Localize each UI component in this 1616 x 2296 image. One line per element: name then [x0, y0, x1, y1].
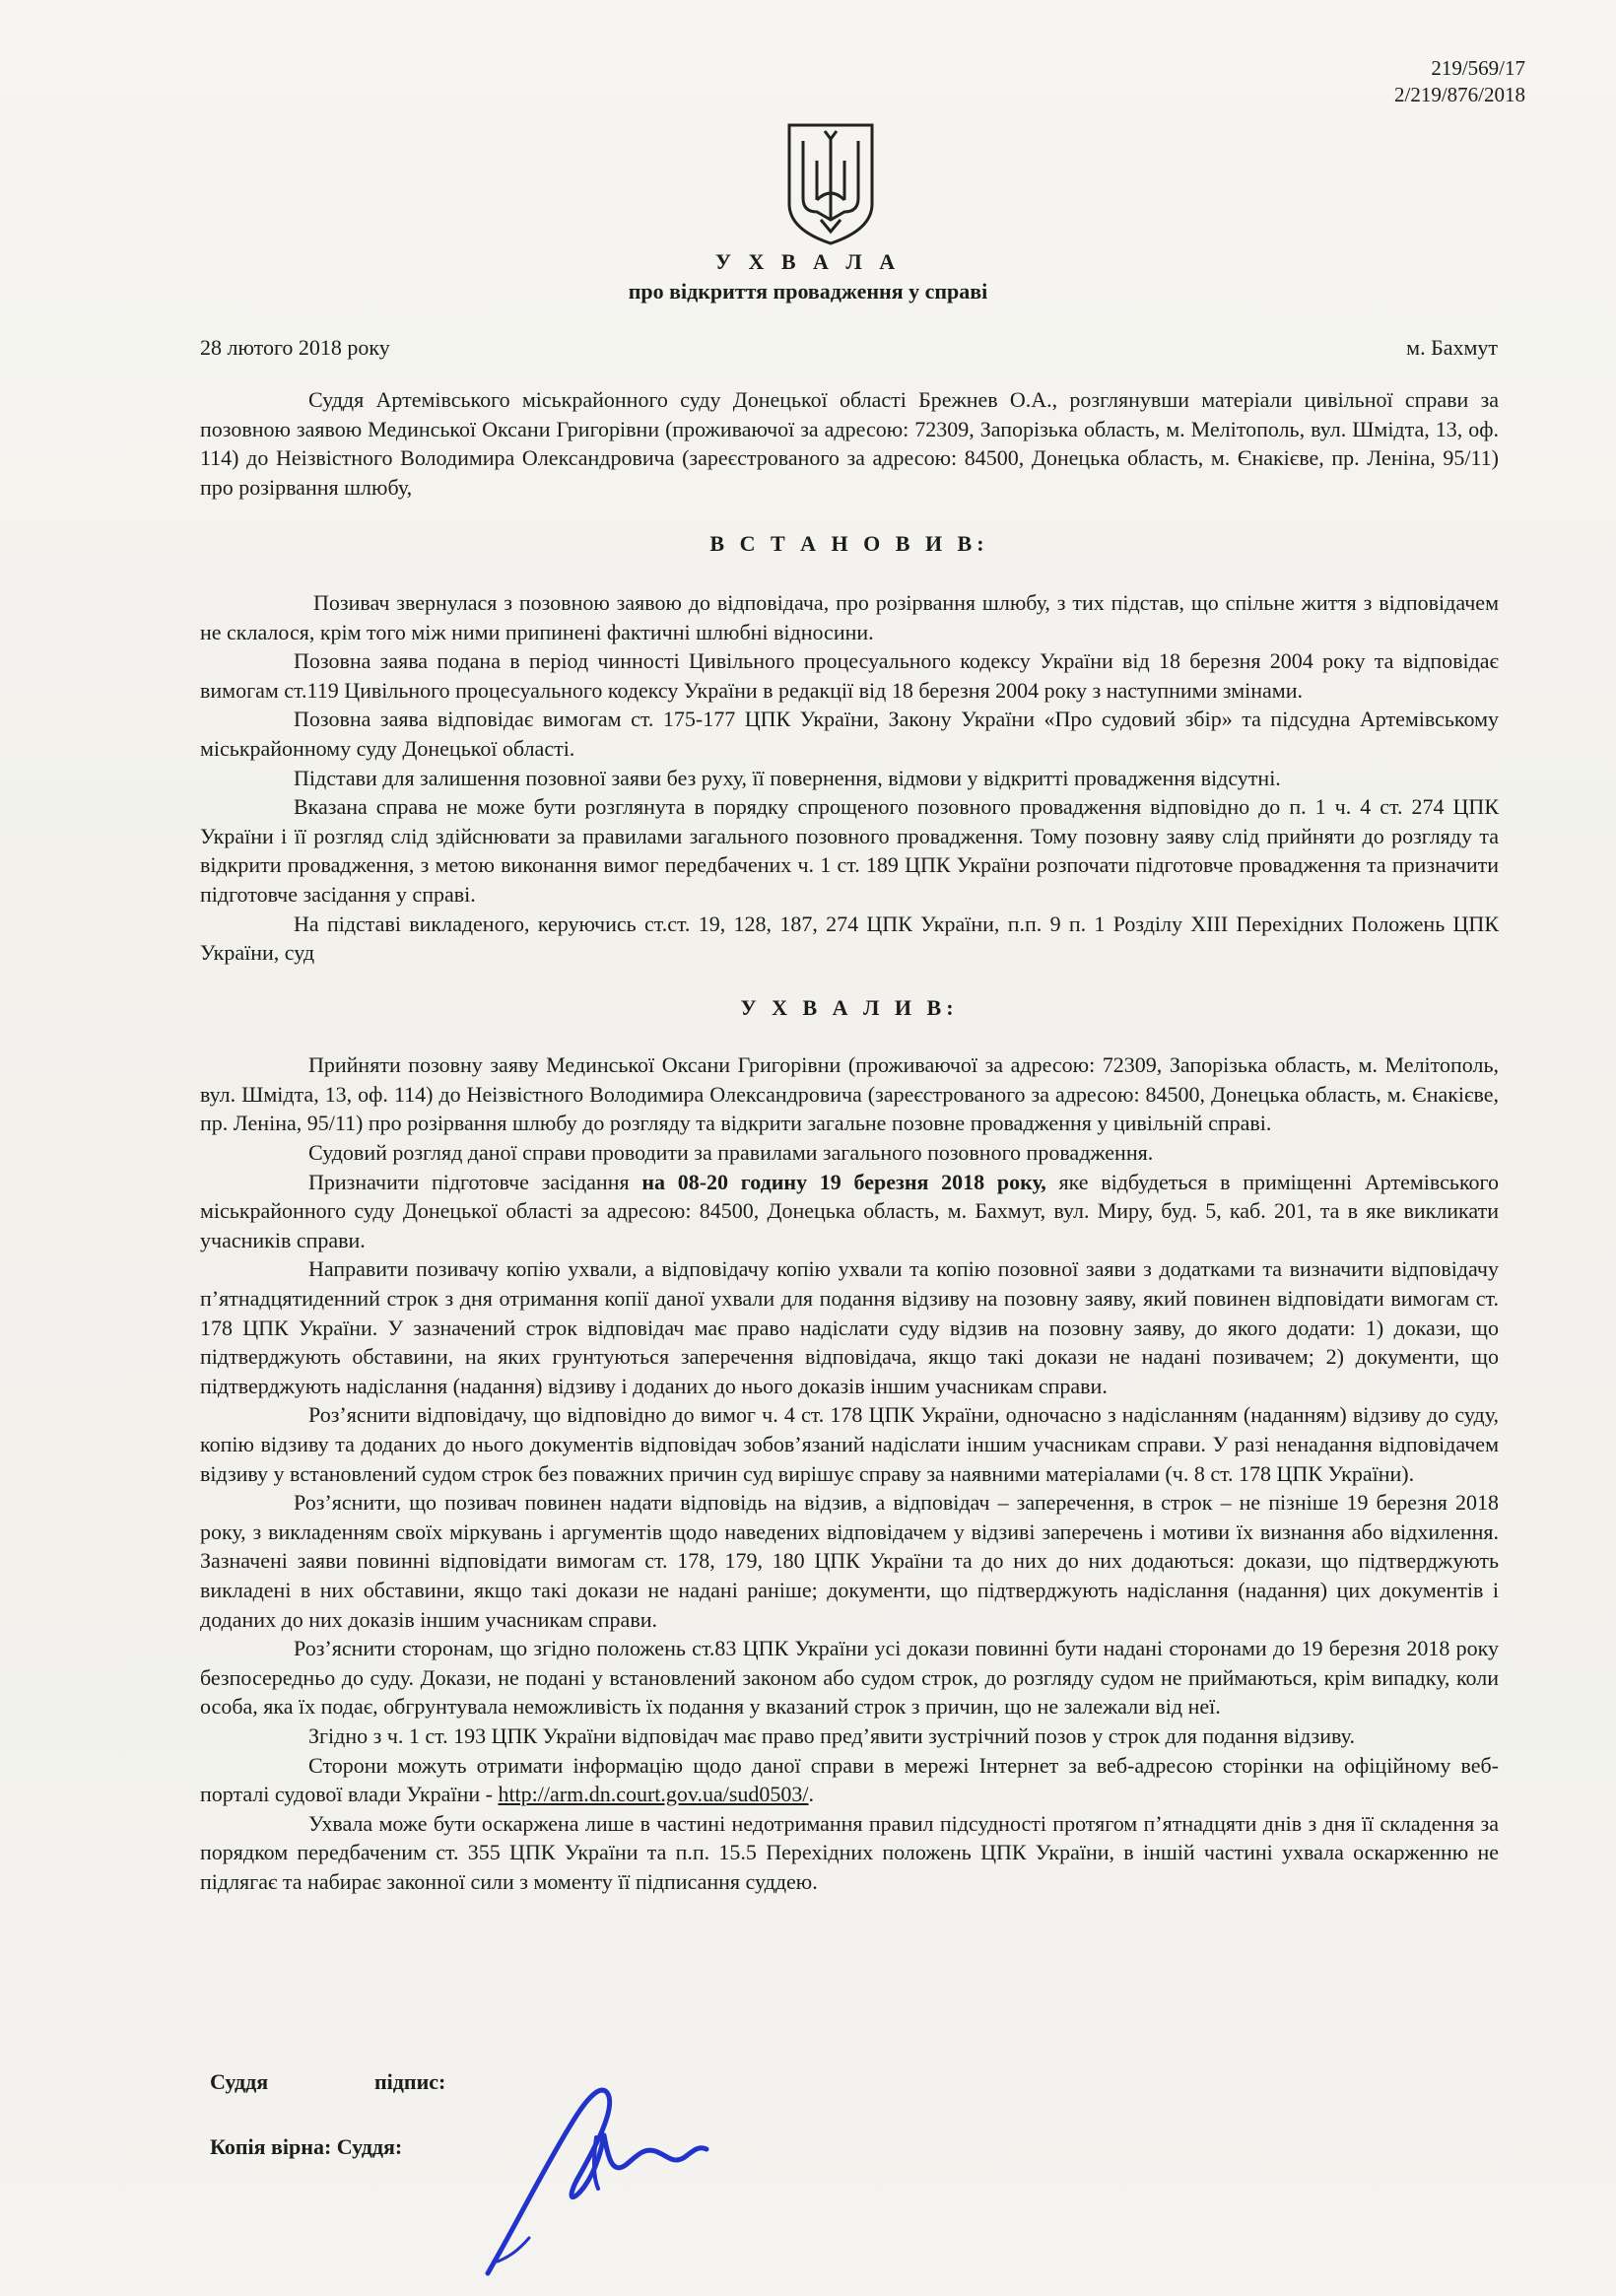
handwritten-signature [478, 2055, 774, 2291]
ruled-paragraph: Роз’яснити відповідачу, що відповідно до вимог ч. 4 ст. 178 ЦПК України, одночасно з надісланням (наданням) відзиву до суду, копію відзиву та доданих до нього документів відповідач зобов’язаний надіслати іншим учасникам справи. У разі ненадання відповідачем відзиву у встановлений судом строк без поважних причин суд вирішує справу за наявними матеріалами (ч. 8 ст. 178 ЦПК України). [200, 1402, 1499, 1486]
established-paragraph: Позивач звернулася з позовною заявою до відповідача, про розірвання шлюбу, з тих підстав, що спільне життя з відповідачем не склалося, крім того між ними припинені фактичні шлюбні відносини. [200, 589, 1499, 644]
ruled-paragraph: Прийняти позовну заяву Мединської Оксани Григорівни (проживаючої за адресою: 72309, Запорізька область, м. Мелітополь, вул. Шмідта, 13, оф. 114) до Неізвістного Володимира Олександровича (зареєстрованого за адресою: 84500, Донецька область, м. Єнакієве, пр. Леніна, 95/11) про розірвання шлюбу до розгляду та відкрити загальне позовне провадження у цивільній справі. [200, 1052, 1499, 1136]
ruled-paragraph: Сторони можуть отримати інформацію щодо даної справи в мережі Інтернет за веб-адресою сторінки на офіційному веб-порталі судової влади України - http://arm.dn.court.gov.ua/sud0503/. [200, 1752, 1499, 1807]
document-date: 28 лютого 2018 року [200, 335, 390, 360]
coat-of-arms-icon [781, 121, 880, 247]
ruled-paragraph: Згідно з ч. 1 ст. 193 ЦПК України відповідач має право пред’явити зустрічний позов у строк для подання відзиву. [308, 1722, 1355, 1748]
ruled-heading: У Х В А Л И В: [740, 994, 959, 1020]
established-paragraph: На підставі викладеного, керуючись ст.ст. 19, 128, 187, 274 ЦПК України, п.п. 9 п. 1 Розділу XIII Перехідних Положень ЦПК України, суд [200, 911, 1499, 966]
date-place-line [200, 335, 1498, 361]
ruled-paragraph: Ухвала може бути оскаржена лише в частині недотримання правил підсудності протягом п’ятнадцяти днів з дня її складення за порядком передбаченим ст. 355 ЦПК України та п.п. 15.5 Перехідних положень ЦПК України, в іншій частині ухвала оскарженню не підлягає та набирає законної сили з моменту її підписання суддею. [200, 1810, 1499, 1894]
case-number-2: 2/219/876/2018 [1393, 83, 1525, 106]
case-numbers [1394, 55, 1525, 108]
signature-label: підпис: [374, 2069, 446, 2094]
document-subtitle: про відкриття провадження у справі [628, 279, 988, 304]
judge-label: Суддя [210, 2069, 269, 2094]
established-paragraph: Вказана справа не може бути розглянута в порядку спрощеного позовного провадження відповідно до п. 1 ч. 4 ст. 274 ЦПК України і її розгляд слід здійснювати за правилами загального позовного провадження. Тому позовну заяву слід прийняти до розгляду та відкрити провадження, з метою виконання вимог передбачених ч. 1 ст. 189 ЦПК України розпочати підготовче провадження та призначити підготовче засідання у справі. [200, 794, 1499, 907]
ruled-paragraph: Роз’яснити, що позивач повинен надати відповідь на відзив, а відповідач – заперечення, в строк – не пізніше 19 березня 2018 року, з викладенням своїх міркувань і аргументів щодо наведених відповідачем у відзиві заперечень і мотиви їх визнання або відхилення. Зазначені заяви повинні відповідати вимогам ст. 178, 179, 180 ЦПК України та до них до них додаються: докази, що підтверджують викладені в них обставини, якщо такі докази не надані раніше; документи, що підтверджують надіслання (надання) цих документів і доданих до них доказів іншим учасникам справи. [200, 1490, 1499, 1632]
case-number-1: 219/569/17 [1431, 56, 1525, 80]
established-heading: В С Т А Н О В И В: [709, 531, 989, 557]
established-paragraph: Позовна заява подана в період чинності Цивільного процесуального кодексу України від 18 березня 2004 року та відповідає вимогам ст.119 Цивільного процесуального кодексу України в редакції від 18 березня 2004 року з наступними змінами. [200, 648, 1499, 703]
document-city: м. Бахмут [1406, 335, 1498, 360]
certified-copy-label: Копія вірна: Суддя: [210, 2134, 403, 2159]
court-portal-link[interactable]: http://arm.dn.court.gov.ua/sud0503/ [498, 1782, 809, 1807]
intro-paragraph: Суддя Артемівського міськрайонного суду Донецької області Брежнев О.А., розглянувши матеріали цивільної справи за позовною заявою Мединської Оксани Григорівни (проживаючої за адресою: 72309, Запорізька область, м. Мелітополь, вул. Шмідта, 13, оф. 114) до Неізвістного Володимира Олександровича (зареєстрованого за адресою: 84500, Донецька область, м. Єнакієве, пр. Леніна, 95/11) про розірвання шлюбу, [200, 387, 1499, 500]
established-paragraph: Підстави для залишення позовної заяви без руху, її повернення, відмови у відкритті провадження відсутні. [294, 765, 1281, 790]
hearing-datetime: на 08-20 годину 19 березня 2018 року, [641, 1169, 1046, 1194]
document-body [200, 385, 1499, 1897]
ruled-paragraph: Судовий розгляд даної справи проводити за правилами загального позовного провадження. [308, 1140, 1154, 1166]
established-paragraph: Позовна заява відповідає вимогам ст. 175-177 ЦПК України, Закону України «Про судовий збір» та підсудна Артемівському міськрайонному суду Донецької області. [200, 707, 1499, 761]
ruled-paragraph: Призначити підготовче засідання на 08-20 годину 19 березня 2018 року, яке відбудеться в приміщенні Артемівського міськрайонного суду Донецької області за адресою: 84500, Донецька область, м. Бахмут, вул. Миру, буд. 5, каб. 201, та в яке викликати учасників справи. [200, 1169, 1499, 1252]
ruled-paragraph: Роз’яснити сторонам, що згідно положень ст.83 ЦПК України усі докази повинні бути надані сторонами до 19 березня 2018 року безпосередньо до суду. Докази, не подані у встановлений законом або судом строк, до розгляду судом не приймаються, крім випадку, коли особа, яка їх подає, обгрунтувала неможливість їх подання у вказаний строк з причин, що не залежали від неї. [200, 1636, 1499, 1720]
ruled-paragraph: Направити позивачу копію ухвали, а відповідачу копію ухвали та копію позовної заяви з додатками та визначити відповідачу п’ятнадцятиденний строк з дня отримання копії даної ухвали для подання відзиву на позовну заяву, який повинен відповідати вимогам ст. 178 ЦПК України. У зазначений строк відповідач має право надіслати суду відзив на позовну заяву, до якого додати: 1) докази, що підтверджують обставини, на яких грунтуються заперечення відповідача, якщо такі докази не надані позивачем; 2) документи, що підтверджують надіслання (надання) відзиву і доданих до нього доказів іншим учасникам справи. [200, 1256, 1499, 1398]
document-title: У Х В А Л А [714, 249, 902, 274]
